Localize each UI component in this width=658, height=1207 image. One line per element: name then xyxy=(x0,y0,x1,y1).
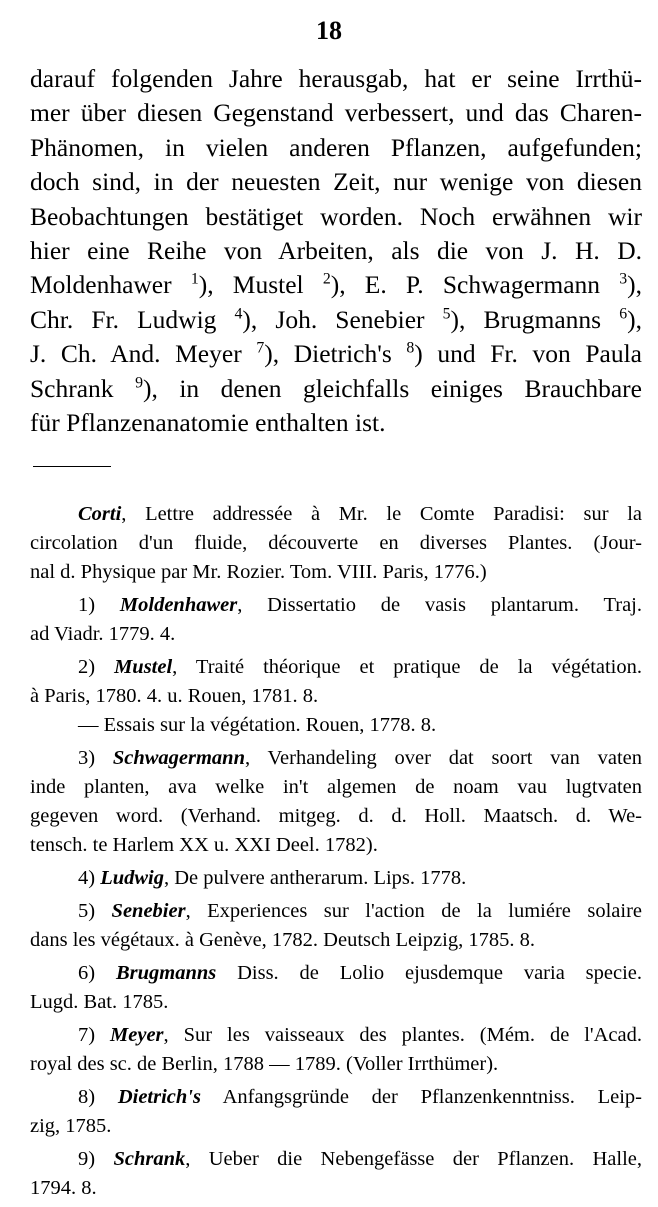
footnote-author: Moldenhawer xyxy=(119,594,238,616)
footnote-marker: 8) xyxy=(78,1086,118,1108)
footnote-ref: 1 xyxy=(190,270,199,288)
footnote-author: Corti xyxy=(78,503,122,525)
footnote-marker: 7) xyxy=(78,1024,111,1046)
footnote-author: Senebier xyxy=(111,900,186,922)
body-line: Schrank $^9$), in denen gleichfalls einiges Brauchbare xyxy=(30,373,642,403)
footnote-marker: 9) xyxy=(78,1148,114,1170)
footnote-author: Schwagermann xyxy=(112,747,245,769)
footnote-9: 9) Schrank, Ueber die Nebengefässe der Pflanzen. Halle, 1794. 8. xyxy=(30,1148,642,1199)
body-line: Phänomen, in vielen anderen Pflanzen, aufgefunden; xyxy=(30,132,642,162)
footnote-marker: 5) xyxy=(78,900,112,922)
body-line: doch sind, in der neuesten Zeit, nur wenige von diesen xyxy=(30,167,642,197)
footnote-5: 5) Senebier, Experiences sur l'action de la lumiére solaire dans les végétaux. à Genève, 1782. Deutsch Leipzig, 1785. 8. xyxy=(30,900,643,951)
footnote-4: 4) Ludwig, De pulvere antherarum. Lips. 1778. xyxy=(78,867,467,889)
footnotes xyxy=(30,500,642,1207)
body-line: Chr. Fr. Ludwig $^4$), Joh. Senebier $^5$), Brugmanns $^6$), xyxy=(30,304,642,334)
footnote-author: Brugmanns xyxy=(115,962,217,984)
footnote-6: 6) Brugmanns Diss. de Lolio ejusdemque varia specie. Lugd. Bat. 1785. xyxy=(30,962,643,1013)
body-line: für Pflanzenanatomie enthalten ist. xyxy=(30,408,386,438)
footnote-corti: Corti, Lettre addressée à Mr. le Comte Paradisi: sur la circolation d'un fluide, découverte en diverses Plantes. (Jour- nal d. Physique par Mr. Rozier. Tom. VIII. Paris, 1776.) xyxy=(30,503,642,583)
body-line: Beobachtungen bestätiget worden. Noch erwähnen wir xyxy=(30,201,642,231)
footnote-ref: 4 xyxy=(234,305,243,323)
footnote-ref: 6 xyxy=(619,305,628,323)
footnote-author: Schrank xyxy=(113,1148,186,1170)
footnote-ref: 7 xyxy=(256,339,265,357)
page-number: 18 xyxy=(316,16,342,45)
body-line: hier eine Reihe von Arbeiten, als die von J. H. D. xyxy=(30,236,642,266)
body-line: mer über diesen Gegenstand verbessert, und das Charen- xyxy=(30,98,642,128)
body-line: Moldenhawer $^1$), Mustel $^2$), E. P. Schwagermann $^3$), xyxy=(30,270,643,300)
footnote-marker: 1) xyxy=(78,594,120,616)
main-paragraph xyxy=(30,62,642,440)
footnote-8: 8) Dietrich's Anfangsgründe der Pflanzenkenntniss. Leip- zig, 1785. xyxy=(30,1086,642,1137)
footnote-marker: 3) xyxy=(78,747,113,769)
footnote-ref: 3 xyxy=(619,270,628,288)
footnote-author: Dietrich's xyxy=(117,1086,201,1108)
body-line: darauf folgenden Jahre herausgab, hat er seine Irrthü- xyxy=(30,64,642,93)
footnote-marker: 4) xyxy=(78,867,101,889)
footnote-author: Mustel xyxy=(114,656,173,678)
footnote-ref: 9 xyxy=(135,374,143,392)
footnote-ref: 5 xyxy=(442,305,451,323)
footnote-2: 2) Mustel, Traité théorique et pratique de la végétation. à Paris, 1780. 4. u. Rouen, 1781. 8. — Essais sur la végétation. Rouen, 1778. 8. xyxy=(30,656,643,736)
footnote-author: Meyer xyxy=(110,1024,164,1046)
footnote-ref: 2 xyxy=(322,270,331,288)
footnote-separator xyxy=(33,466,111,467)
footnote-marker: 2) xyxy=(78,656,115,678)
footnote-marker: 6) xyxy=(78,962,116,984)
footnote-ref: 8 xyxy=(406,339,415,357)
footnote-7: 7) Meyer, Sur les vaisseaux des plantes. (Mém. de l'Acad. royal des sc. de Berlin, 1788 — 1789. (Voller Irrthümer). xyxy=(30,1024,643,1075)
footnote-author: Ludwig xyxy=(100,867,164,889)
footnote-3: 3) Schwagermann, Verhandeling over dat soort van vaten inde planten, ava welke in't algemen de noam vau lugtvaten gegeven word. (Verhand. mitgeg. d. d. Holl. Maatsch. d. We- tensch. te Harlem XX u. XXI Deel. 1782). xyxy=(30,747,642,856)
body-line: J. Ch. And. Meyer $^7$), Dietrich's $^8$) und Fr. von Paula xyxy=(30,339,642,369)
footnote-1: 1) Moldenhawer, Dissertatio de vasis plantarum. Traj. ad Viadr. 1779. 4. xyxy=(30,594,642,645)
